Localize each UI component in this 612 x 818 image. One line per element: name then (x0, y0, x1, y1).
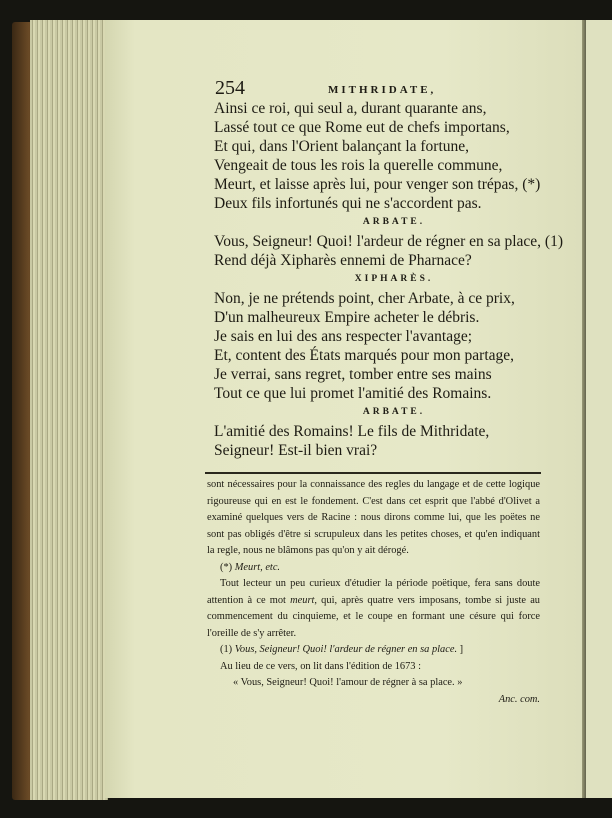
verse-line: Rend déjà Xipharès ennemi de Pharnace? (214, 252, 472, 269)
footnote-1-heading (207, 642, 540, 659)
running-head: MITHRIDATE, (328, 84, 437, 96)
verse-line: Non, je ne prétends point, cher Arbate, à ce prix, (214, 290, 515, 307)
footnotes (207, 477, 540, 708)
page-edges (30, 20, 108, 800)
speaker-name: ARBATE. (362, 217, 426, 227)
footnote-marker: (*) (220, 561, 233, 573)
footnote-text: , qui, après quatre vers imposans, tombe si juste au commencement du cinquieme, et le coupe en formant une césure qui force l'oreille de s'y arrêter. (207, 594, 540, 639)
speaker-name: ARBATE. (362, 407, 426, 417)
verse-line: Meurt, et laisse après lui, pour venger son trépas, (*) (214, 176, 541, 193)
footnote-text: Tout lecteur un peu curieux d'étudier la période poëtique, fera sans doute attention à ce mot (207, 578, 540, 606)
verse-line: Vous, Seigneur! Quoi! l'ardeur de régner en sa place, (1) (214, 233, 563, 250)
footnote-emphasis: meurt (290, 594, 315, 606)
footnote-reference: Meurt, etc. (234, 561, 281, 573)
footnote-reference: Vous, Seigneur! Quoi! l'ardeur de régner en sa place. (234, 644, 458, 655)
footnote-attribution: Anc. com. (498, 693, 540, 705)
verse-line: Tout ce que lui promet l'amitié des Romains. (214, 385, 492, 402)
footnote-marker: (1) (220, 644, 233, 655)
verse-line: Ainsi ce roi, qui seul a, durant quarante ans, (214, 100, 487, 117)
verse-line: Et qui, dans l'Orient balançant la fortune, (214, 138, 470, 155)
verse-line: Deux fils infortunés qui ne s'accordent pas. (214, 195, 482, 212)
verse-line: Lassé tout ce que Rome eut de chefs importans, (214, 119, 510, 136)
verse-line: Seigneur! Est-il bien vrai? (214, 442, 378, 459)
footnote-1-quote: « Vous, Seigneur! Quoi! l'amour de régner à sa place. » (233, 677, 463, 688)
verse-text (214, 99, 563, 460)
verse-line: L'amitié des Romains! Le fils de Mithridate, (214, 423, 490, 440)
footnote-bracket: ] (459, 644, 464, 655)
verse-line: Je verrai, sans regret, tomber entre ses mains (214, 366, 492, 383)
footnote-1-text: Au lieu de ce vers, on lit dans l'édition de 1673 : (220, 660, 421, 672)
verse-line: Et, content des États marqués pour mon partage, (214, 347, 515, 364)
facing-page (586, 20, 612, 798)
page-number: 254 (215, 77, 245, 99)
footnote-continuation: sont nécessaires pour la connaissance des regles du langage et de cette logique rigoureuse qui en est le fondement. C'est dans cet esprit que l'abbé d'Olivet a examiné quelques vers de Racine : nous dirons comme lui, que les poëtes ne sont pas obligés d'être si scrupuleux dans les petites choses, et qu'en indiquant la regle, nous ne blâmons pas qu'on y ait dérogé. (207, 479, 540, 556)
verse-line: Je sais en lui des ans respecter l'avantage; (214, 328, 473, 345)
footnote-star-heading (207, 560, 540, 577)
verse-line: Vengeait de tous les rois la querelle commune, (214, 157, 503, 174)
footnote-star-text (207, 576, 540, 642)
verse-line: D'un malheureux Empire acheter le débris. (214, 309, 480, 326)
footnote-divider (205, 472, 541, 474)
speaker-name: XIPHARÈS. (354, 274, 434, 284)
